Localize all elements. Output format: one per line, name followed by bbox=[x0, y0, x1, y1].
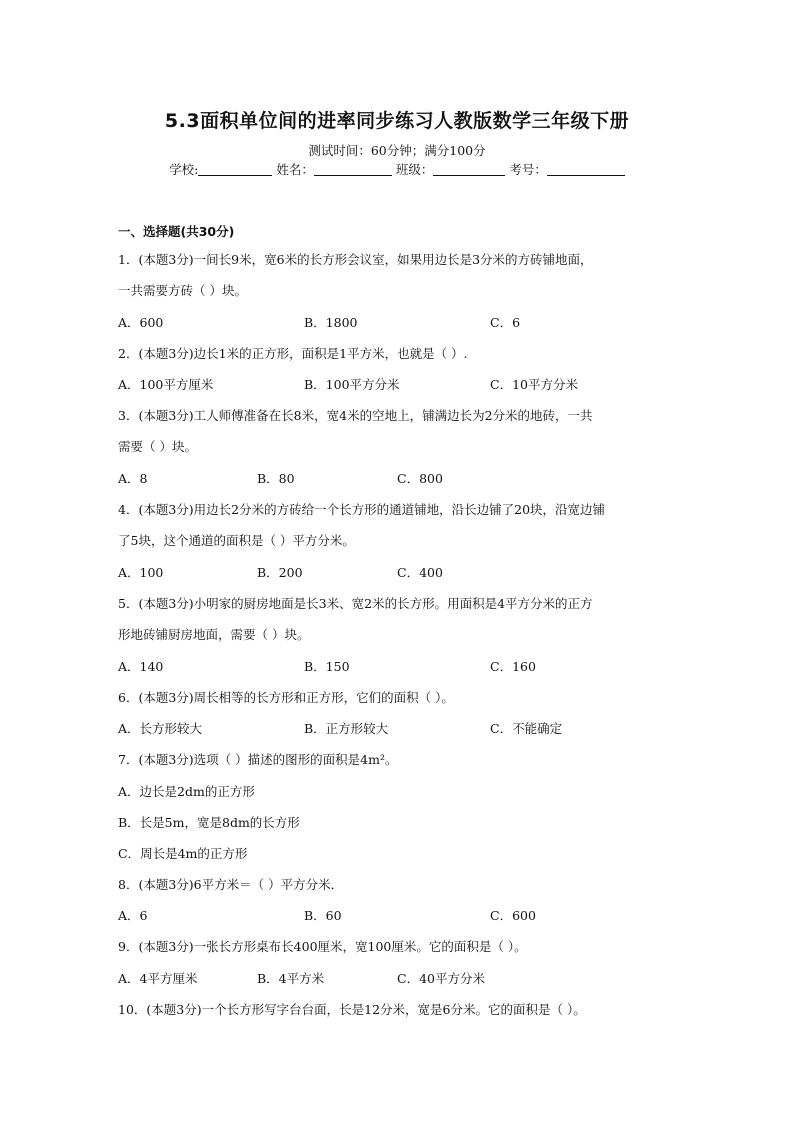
question-7-text: 7．(本题3分)选项（ ）描述的图形的面积是4m²。 bbox=[118, 752, 398, 767]
question-7-option-a[interactable]: A．边长是2dm的正方形 bbox=[118, 784, 255, 799]
question-7-option-b[interactable]: B．长是5m，宽是8dm的长方形 bbox=[118, 815, 300, 830]
question-4-text-cont: 了5块，这个通道的面积是（ ）平方分米。 bbox=[118, 533, 355, 548]
page-title: 5.3面积单位间的进率同步练习人教版数学三年级下册 bbox=[164, 110, 630, 132]
student-info-line bbox=[0, 160, 794, 178]
exam-number-label: 考号： bbox=[509, 162, 547, 177]
question-6-option-c[interactable]: C．不能确定 bbox=[490, 721, 563, 736]
question-4-option-c[interactable]: C．400 bbox=[397, 565, 443, 580]
question-3-option-a[interactable]: A．8 bbox=[118, 471, 148, 486]
question-6-option-a[interactable]: A．长方形较大 bbox=[118, 721, 203, 736]
name-blank[interactable] bbox=[314, 162, 392, 176]
question-4-option-b[interactable]: B．200 bbox=[257, 565, 303, 580]
question-6-text: 6．(本题3分)周长相等的长方形和正方形，它们的面积（ ）。 bbox=[118, 690, 454, 705]
question-5-text-cont: 形地砖铺厨房地面，需要（ ）块。 bbox=[118, 627, 310, 642]
question-7-option-c[interactable]: C．周长是4m的正方形 bbox=[118, 846, 248, 861]
question-5-option-c[interactable]: C．160 bbox=[490, 659, 536, 674]
school-label: 学校: bbox=[169, 162, 199, 177]
question-3-text: 3．(本题3分)工人师傅准备在长8米，宽4米的空地上，铺满边长为2分米的地砖，一共 bbox=[118, 408, 593, 423]
section-title: 一、选择题(共30分) bbox=[118, 224, 235, 239]
question-5-text: 5．(本题3分)小明家的厨房地面是长3米、宽2米的长方形。用面积是4平方分米的正方 bbox=[118, 596, 593, 611]
question-5-option-b[interactable]: B．150 bbox=[304, 659, 350, 674]
question-4-text: 4．(本题3分)用边长2分米的方砖给一个长方形的通道铺地，沿长边铺了20块，沿宽边铺 bbox=[118, 502, 606, 517]
exam-number-blank[interactable] bbox=[547, 162, 625, 176]
class-label: 班级： bbox=[395, 162, 434, 177]
question-3-option-c[interactable]: C．800 bbox=[397, 471, 443, 486]
question-8-option-a[interactable]: A．6 bbox=[118, 908, 148, 923]
question-6-option-b[interactable]: B．正方形较大 bbox=[304, 721, 389, 736]
question-1-text-cont: 一共需要方砖（ ）块。 bbox=[118, 283, 247, 298]
question-5-option-a[interactable]: A．140 bbox=[118, 659, 164, 674]
question-9-option-c[interactable]: C．40平方分米 bbox=[397, 971, 485, 986]
question-2-text: 2．(本题3分)边长1米的正方形，面积是1平方米，也就是（ ）. bbox=[118, 346, 468, 361]
class-blank[interactable] bbox=[433, 162, 505, 176]
school-blank[interactable] bbox=[198, 162, 272, 176]
test-time-info: 测试时间：60分钟；满分100分 bbox=[308, 143, 486, 158]
question-8-option-b[interactable]: B．60 bbox=[304, 908, 342, 923]
name-label: 姓名： bbox=[276, 162, 314, 177]
question-1-option-b[interactable]: B．1800 bbox=[304, 315, 358, 330]
question-1-option-c[interactable]: C．6 bbox=[490, 315, 521, 330]
question-8-text: 8．(本题3分)6平方米＝（ ）平方分米． bbox=[118, 877, 344, 892]
question-1-text: 1．(本题3分)一间长9米，宽6米的长方形会议室，如果用边长是3分米的方砖铺地面， bbox=[118, 252, 593, 267]
question-9-option-b[interactable]: B．4平方米 bbox=[257, 971, 325, 986]
question-2-option-b[interactable]: B．100平方分米 bbox=[304, 377, 400, 392]
question-10-text: 10．(本题3分)一个长方形写字台台面，长是12分米，宽是6分米。它的面积是（ ）。 bbox=[118, 1002, 586, 1017]
question-8-option-c[interactable]: C．600 bbox=[490, 908, 536, 923]
question-1-option-a[interactable]: A．600 bbox=[118, 315, 164, 330]
question-3-option-b[interactable]: B．80 bbox=[257, 471, 295, 486]
question-2-option-a[interactable]: A．100平方厘米 bbox=[118, 377, 214, 392]
question-3-text-cont: 需要（ ）块。 bbox=[118, 439, 197, 454]
question-2-option-c[interactable]: C．10平方分米 bbox=[490, 377, 578, 392]
question-9-text: 9．(本题3分)一张长方形桌布长400厘米，宽100厘米。它的面积是（ ）。 bbox=[118, 939, 527, 954]
question-4-option-a[interactable]: A．100 bbox=[118, 565, 164, 580]
question-9-option-a[interactable]: A．4平方厘米 bbox=[118, 971, 198, 986]
